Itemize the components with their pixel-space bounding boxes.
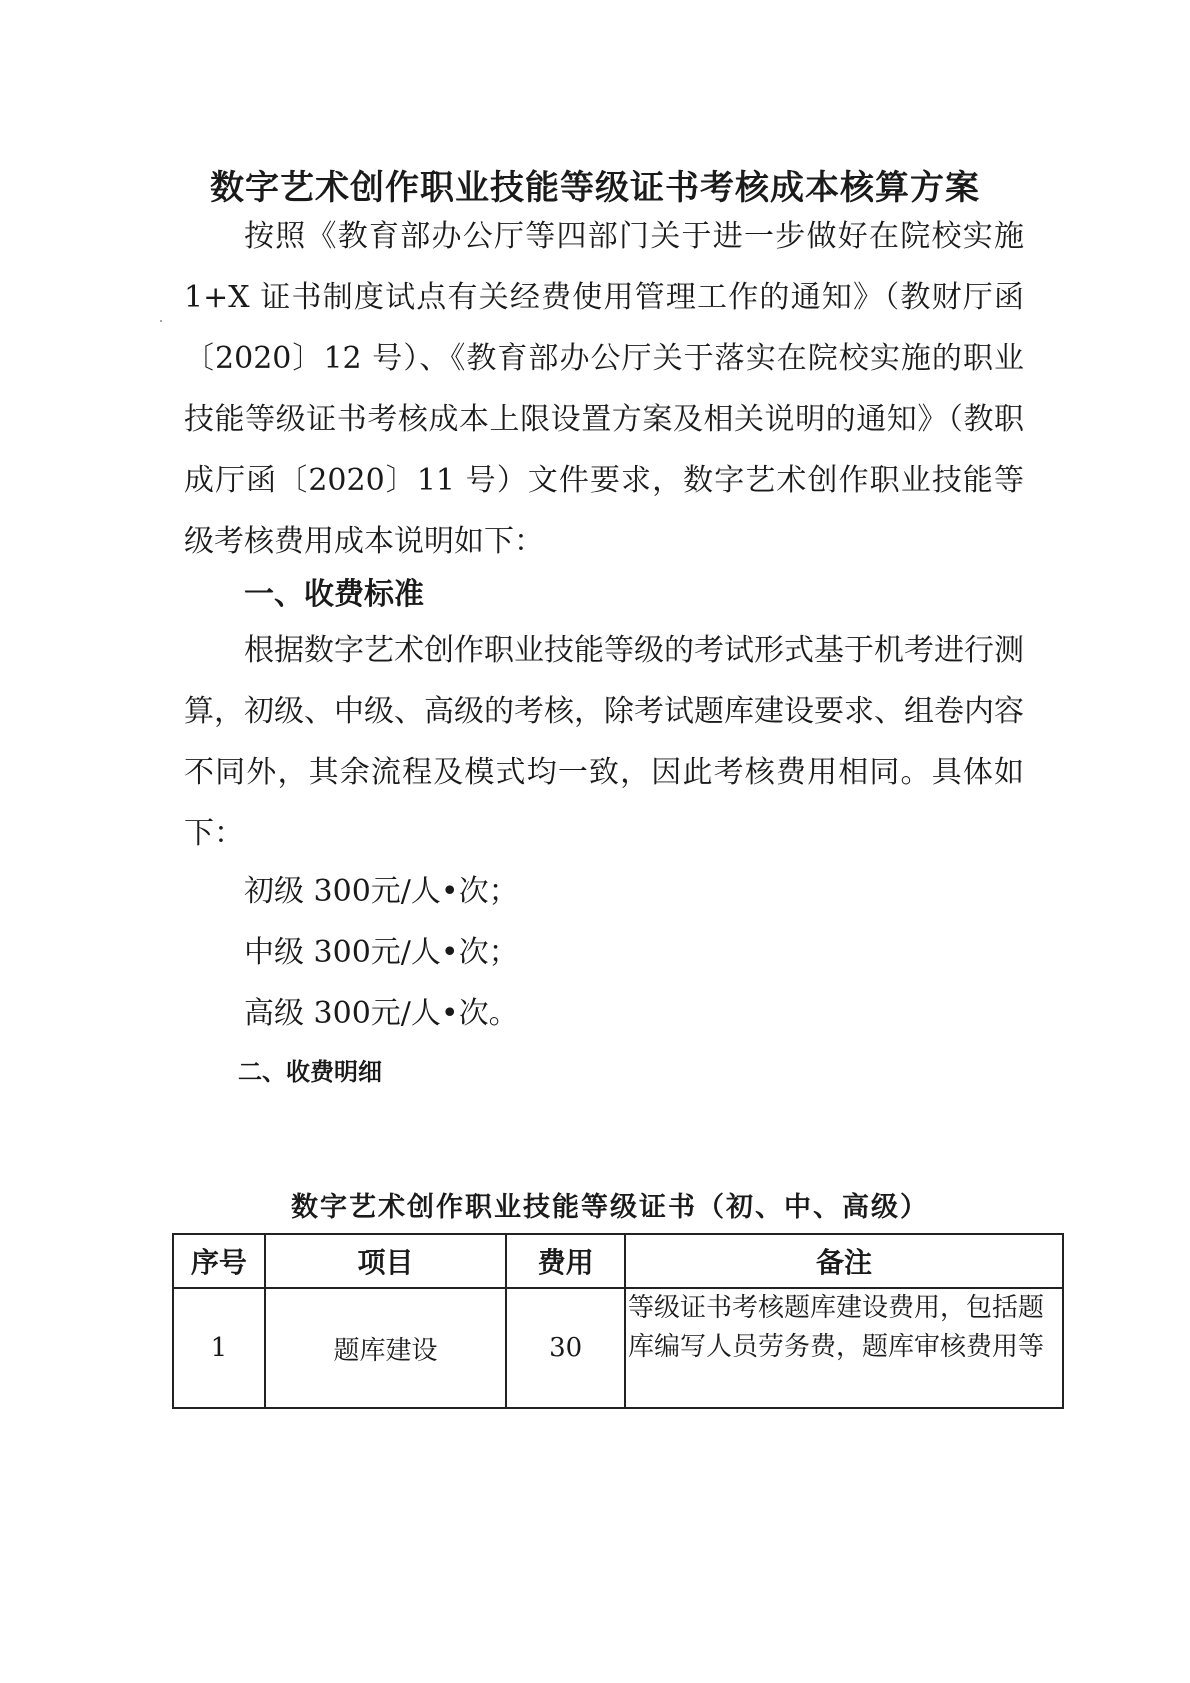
header-no: 序号 xyxy=(173,1234,265,1288)
fee-table-title: 数字艺术创作职业技能等级证书（初、中、高级） xyxy=(291,1192,929,1223)
fee-standard-paragraph: 根据数字艺术创作职业技能等级的考试形式基于机考进行测算，初级、中级、高级的考核，除考试题库建设要求、组卷内容不同外，其余流程及模式均一致，因此考核费用相同。具体如下： xyxy=(184,633,1024,851)
fee-line-senior: 高级 300元/人•次。 xyxy=(244,996,519,1031)
table-header-row xyxy=(173,1234,1063,1288)
table-row xyxy=(173,1288,1063,1408)
section-heading-fee-details: 二、收费明细 xyxy=(238,1058,382,1086)
scan-speck xyxy=(160,320,162,322)
intro-paragraph: 按照《教育部办公厅等四部门关于进一步做好在院校实施1+X 证书制度试点有关经费使用管理工作的通知》（教财厅函〔2020〕12 号）、《教育部办公厅关于落实在院校实施的职业技能等级证书考核成本上限设置方案及相关说明的通知》（教职成厅函〔2020〕11 号）文件要求，数字艺术创作职业技能等级考核费用成本说明如下： xyxy=(184,219,1024,559)
cell-fee: 30 xyxy=(506,1288,625,1408)
cell-remark: 等级证书考核题库建设费用，包括题库编写人员劳务费，题库审核费用等 xyxy=(625,1288,1063,1408)
fee-line-junior: 初级 300元/人•次； xyxy=(244,874,519,909)
document-title: 数字艺术创作职业技能等级证书考核成本核算方案 xyxy=(210,168,980,208)
header-item: 项目 xyxy=(265,1234,506,1288)
fee-line-intermediate: 中级 300元/人•次； xyxy=(244,935,519,970)
fee-details-table xyxy=(172,1233,1064,1409)
cell-no: 1 xyxy=(173,1288,265,1408)
cell-item: 题库建设 xyxy=(265,1288,506,1408)
header-remark: 备注 xyxy=(625,1234,1063,1288)
header-fee: 费用 xyxy=(506,1234,625,1288)
section-heading-fee-standard: 一、收费标准 xyxy=(244,577,424,612)
